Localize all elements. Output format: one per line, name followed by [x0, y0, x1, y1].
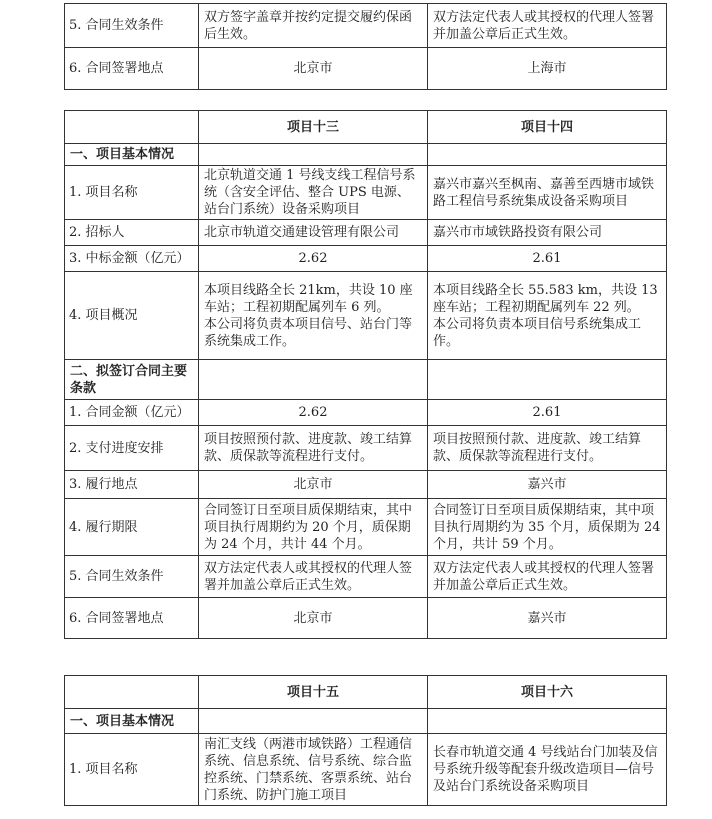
row-label-cell: 1. 合同金额（亿元） [65, 400, 199, 426]
table-row [65, 246, 667, 272]
value-cell: 项目十四 [428, 111, 667, 144]
row-label-cell [65, 111, 199, 144]
value-cell: 北京市 [199, 48, 428, 90]
table-row [65, 220, 667, 246]
contract-table-projects-11-12-tail [64, 3, 667, 90]
value-cell: 北京市轨道交通建设管理有限公司 [199, 220, 428, 246]
section-row [65, 709, 667, 734]
value-cell: 嘉兴市市域铁路投资有限公司 [428, 220, 667, 246]
row-label-cell [65, 676, 199, 709]
row-label-cell: 3. 履行地点 [65, 471, 199, 499]
row-label-cell: 2. 支付进度安排 [65, 426, 199, 471]
table-row [65, 272, 667, 360]
value-cell [199, 144, 428, 166]
table-row [65, 556, 667, 598]
table-row [65, 4, 667, 48]
table-row [65, 471, 667, 499]
value-cell: 长春市轨道交通 4 号线站台门加装及信号系统升级等配套升级改造项目—信号及站台门系统设备采购项目 [428, 734, 667, 806]
row-label-cell: 6. 合同签署地点 [65, 48, 199, 90]
value-cell: 上海市 [428, 48, 667, 90]
value-cell: 项目十五 [199, 676, 428, 709]
table-row [65, 48, 667, 90]
value-cell: 嘉兴市嘉兴至枫南、嘉善至西塘市域铁路工程信号系统集成设备采购项目 [428, 166, 667, 220]
value-cell [428, 144, 667, 166]
row-label-cell: 一、项目基本情况 [65, 709, 199, 734]
contract-table-projects-13-14 [64, 110, 667, 639]
value-cell: 北京市 [199, 598, 428, 639]
contract-table-projects-15-16 [64, 675, 667, 806]
section-row [65, 144, 667, 166]
value-cell: 2.61 [428, 246, 667, 272]
table-row [65, 426, 667, 471]
table-row [65, 598, 667, 639]
value-cell: 双方签字盖章并按约定提交履约保函后生效。 [199, 4, 428, 48]
value-cell: 项目按照预付款、进度款、竣工结算款、质保款等流程进行支付。 [428, 426, 667, 471]
value-cell: 北京轨道交通 1 号线支线工程信号系统（含安全评估、整合 UPS 电源、站台门系统）设备采购项目 [199, 166, 428, 220]
value-cell: 双方法定代表人或其授权的代理人签署并加盖公章后正式生效。 [199, 556, 428, 598]
row-label-cell: 1. 项目名称 [65, 166, 199, 220]
value-cell [199, 709, 428, 734]
table-row [65, 400, 667, 426]
row-label-cell: 4. 履行期限 [65, 499, 199, 556]
row-label-cell: 一、项目基本情况 [65, 144, 199, 166]
value-cell: 合同签订日至项目质保期结束，其中项目执行周期约为 20 个月，质保期为 24 个月，共计 44 个月。 [199, 499, 428, 556]
row-label-cell: 二、拟签订合同主要条款 [65, 360, 199, 400]
value-cell: 项目十六 [428, 676, 667, 709]
value-cell: 合同签订日至项目质保期结束，其中项目执行周期约为 35 个月，质保期为 24 个月，共计 59 个月。 [428, 499, 667, 556]
row-label-cell: 2. 招标人 [65, 220, 199, 246]
value-cell: 双方法定代表人或其授权的代理人签署并加盖公章后正式生效。 [428, 556, 667, 598]
table-header-row [65, 111, 667, 144]
row-label-cell: 1. 项目名称 [65, 734, 199, 806]
value-cell [199, 360, 428, 400]
row-label-cell: 5. 合同生效条件 [65, 4, 199, 48]
value-cell: 本项目线路全长 55.583 km，共设 13 座车站；工程初期配属列车 22 列。 本公司将负责本项目信号系统集成工作。 [428, 272, 667, 360]
row-label-cell: 6. 合同签署地点 [65, 598, 199, 639]
value-cell: 2.62 [199, 246, 428, 272]
row-label-cell: 3. 中标金额（亿元） [65, 246, 199, 272]
value-cell: 2.62 [199, 400, 428, 426]
value-cell: 2.61 [428, 400, 667, 426]
table-row [65, 499, 667, 556]
table-row [65, 166, 667, 220]
table-header-row [65, 676, 667, 709]
section-row [65, 360, 667, 400]
value-cell: 项目十三 [199, 111, 428, 144]
value-cell: 北京市 [199, 471, 428, 499]
table-row [65, 734, 667, 806]
value-cell: 本项目线路全长 21km，共设 10 座车站；工程初期配属列车 6 列。 本公司将负责本项目信号、站台门等系统集成工作。 [199, 272, 428, 360]
value-cell: 嘉兴市 [428, 471, 667, 499]
row-label-cell: 4. 项目概况 [65, 272, 199, 360]
value-cell: 南汇支线（两港市域铁路）工程通信系统、信息系统、信号系统、综合监控系统、门禁系统、客票系统、站台门系统、防护门施工项目 [199, 734, 428, 806]
value-cell: 双方法定代表人或其授权的代理人签署并加盖公章后正式生效。 [428, 4, 667, 48]
value-cell [428, 709, 667, 734]
row-label-cell: 5. 合同生效条件 [65, 556, 199, 598]
value-cell: 嘉兴市 [428, 598, 667, 639]
value-cell [428, 360, 667, 400]
value-cell: 项目按照预付款、进度款、竣工结算款、质保款等流程进行支付。 [199, 426, 428, 471]
